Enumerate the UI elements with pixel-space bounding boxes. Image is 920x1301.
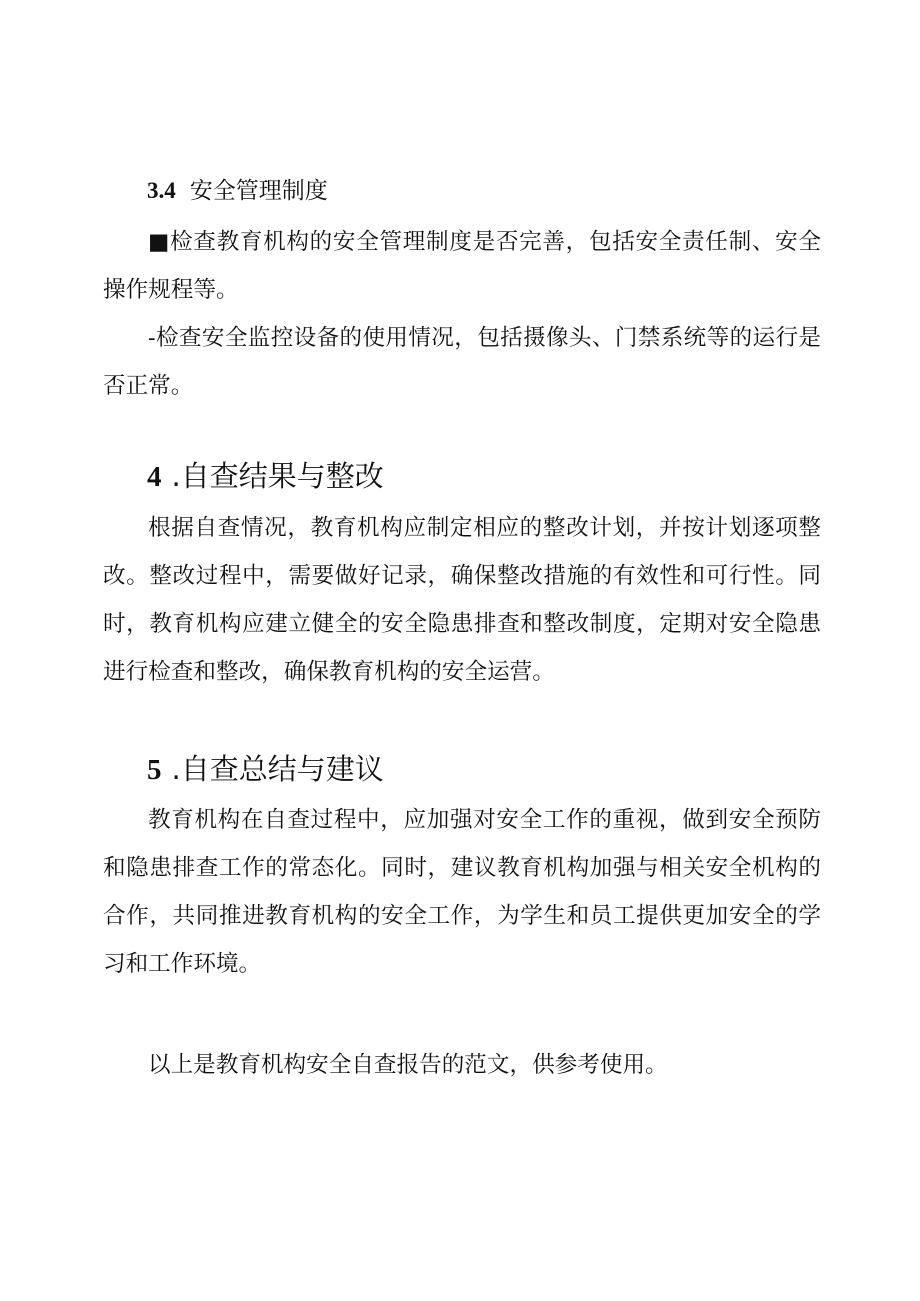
section-5-number: 5 — [147, 754, 162, 786]
section-4-title: .自查结果与整改 — [171, 459, 384, 493]
section-5-paragraph: 教育机构在自查过程中，应加强对安全工作的重视，做到安全预防和隐患排查工作的常态化。同时，建议教育机构加强与相关安全机构的合作，共同推进教育机构的安全工作，为学生和员工提供更加安全的学习和工作环境。 — [103, 807, 821, 977]
section-3-4-heading — [147, 174, 328, 208]
section-4-number: 4 — [147, 461, 162, 493]
section-3-4-item-1: ■检查教育机构的安全管理制度是否完善，包括安全责任制、安全操作规程等。 — [103, 229, 821, 303]
section-5-title: .自查总结与建议 — [171, 752, 384, 786]
section-4-paragraph: 根据自查情况，教育机构应制定相应的整改计划，并按计划逐项整改。整改过程中，需要做好记录，确保整改措施的有效性和可行性。同时，教育机构应建立健全的安全隐患排查和整改制度，定期对安全隐患进行检查和整改，确保教育机构的安全运营。 — [103, 515, 821, 685]
section-5-heading — [147, 749, 384, 790]
section-3-4-title: 安全管理制度 — [189, 178, 328, 204]
section-3-4-item-2: -检查安全监控设备的使用情况，包括摄像头、门禁系统等的运行是否正常。 — [103, 325, 821, 399]
closing-paragraph: 以上是教育机构安全自查报告的范文，供参考使用。 — [148, 1052, 668, 1078]
section-3-4-number: 3.4 — [147, 178, 176, 203]
section-4-heading — [147, 456, 384, 497]
